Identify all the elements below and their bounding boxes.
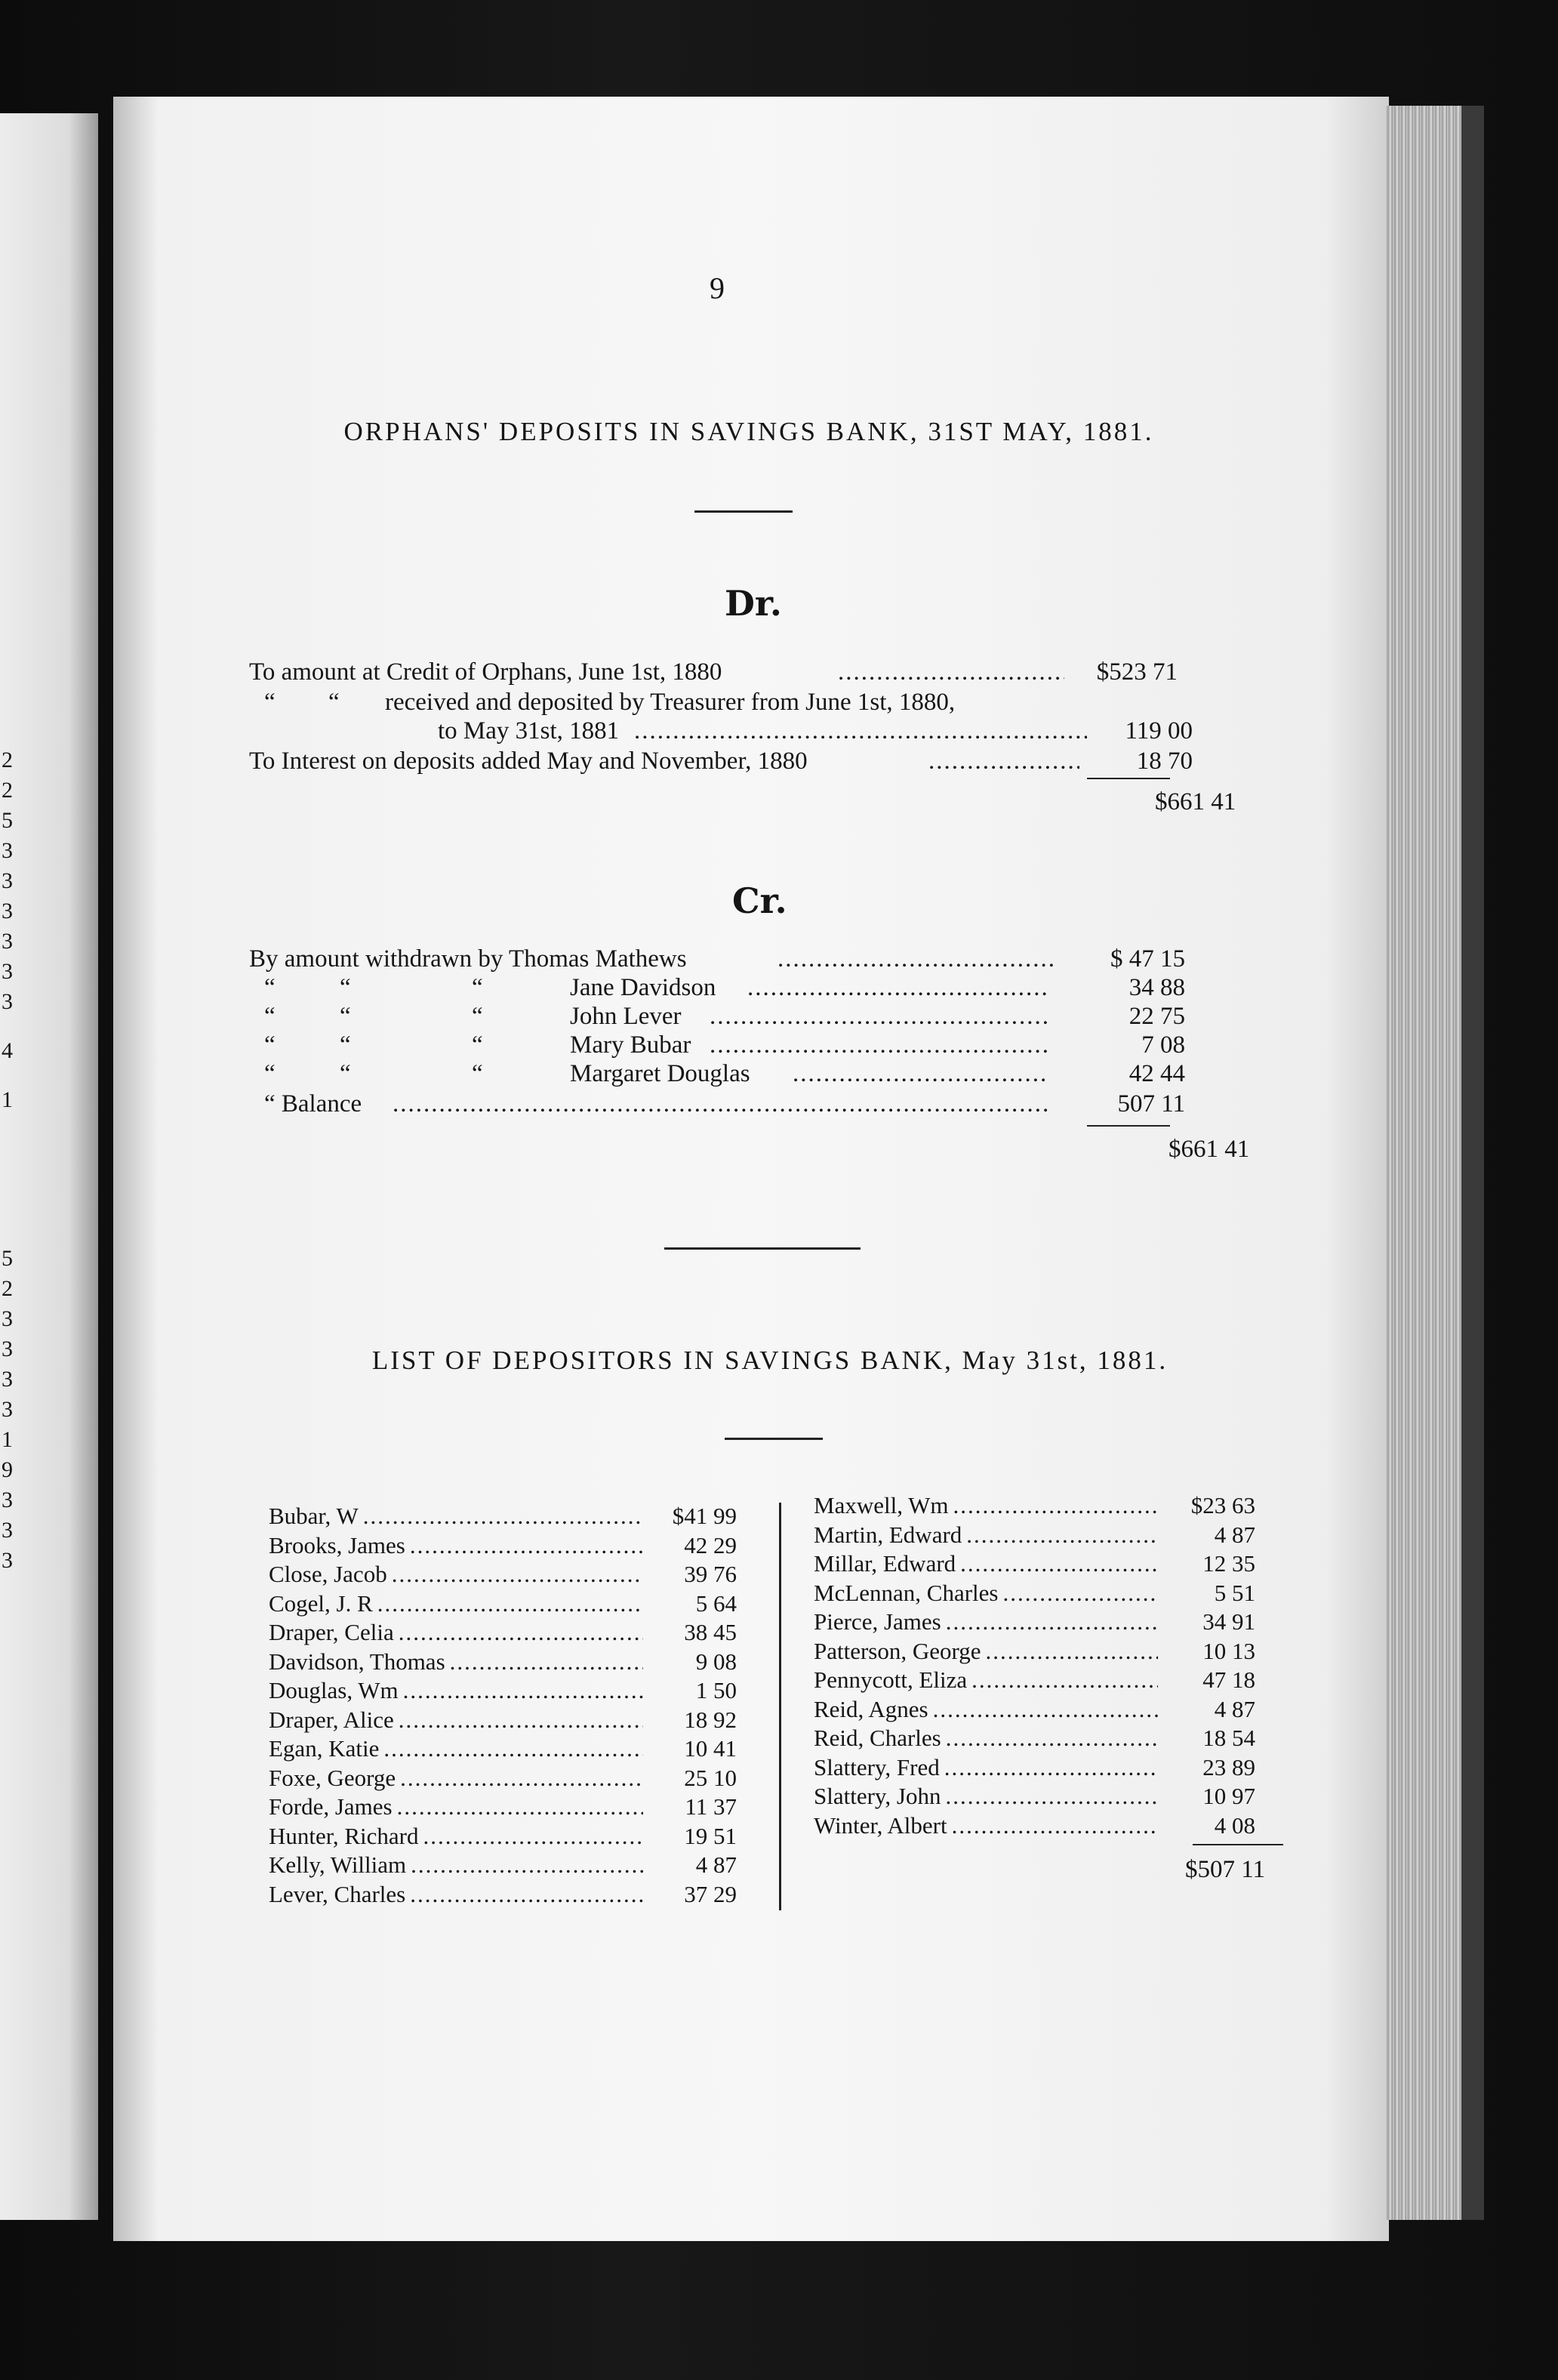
ditto-mark: “ [340, 974, 351, 1001]
depositor-amount: 4 08 [1214, 1811, 1255, 1839]
leader-dots [450, 1648, 643, 1676]
cr-heading: Cr. [732, 880, 787, 921]
depositor-amount: $23 63 [1190, 1492, 1255, 1518]
leader-dots [953, 1492, 1158, 1519]
depositor-name: Egan, Katie [269, 1735, 380, 1762]
leader-dots [986, 1638, 1158, 1665]
leader-dots [710, 1031, 1049, 1059]
entry-amount: 42 44 [1128, 1060, 1185, 1087]
leader-dots [392, 1561, 643, 1588]
depositor-amount: 34 91 [1202, 1608, 1255, 1635]
depositor-name: Cogel, J. R [269, 1589, 373, 1617]
depositor-amount: 10 13 [1202, 1637, 1255, 1664]
leader-dots [933, 1696, 1158, 1723]
cover-edge [1461, 106, 1484, 2220]
leader-dots [747, 974, 1049, 1001]
facing-page-fragment: 3 [2, 1518, 13, 1543]
leader-dots [410, 1532, 643, 1559]
section-divider [725, 1438, 823, 1440]
depositor-amount: 39 76 [684, 1561, 737, 1587]
depositor-name: Hunter, Richard [269, 1822, 419, 1849]
depositor-name: Douglas, Wm [269, 1677, 399, 1703]
depositor-amount: 4 87 [695, 1851, 737, 1878]
facing-page-fragment: 3 [2, 959, 13, 984]
leader-dots [971, 1666, 1158, 1694]
depositor-name: McLennan, Charles [814, 1579, 999, 1606]
leader-dots [1002, 1580, 1158, 1607]
leader-dots [966, 1521, 1158, 1549]
depositor-amount: 38 45 [684, 1619, 737, 1645]
leader-dots [952, 1812, 1158, 1839]
facing-page-fragment: 1 [2, 1087, 13, 1112]
depositor-name: Slattery, John [814, 1783, 941, 1809]
entry-label: to May 31st, 1881 [438, 717, 620, 745]
leader-dots [399, 1706, 643, 1734]
facing-page-fragment: 3 [2, 1397, 13, 1422]
leader-dots [945, 1783, 1158, 1810]
leader-dots [928, 748, 1079, 775]
entry-amount: 507 11 [1117, 1090, 1185, 1118]
leader-dots [793, 1060, 1049, 1087]
ditto-mark: “ [472, 1060, 483, 1087]
leader-dots [393, 1090, 1049, 1118]
entry-label: received and deposited by Treasurer from June 1st, 1880, [385, 689, 956, 716]
depositor-name: Pennycott, Eliza [814, 1666, 968, 1693]
column-divider [779, 1503, 781, 1910]
facing-page-fragment: 3 [2, 929, 13, 954]
entry-amount: $ 47 15 [1110, 945, 1185, 973]
depositor-name: Winter, Albert [814, 1811, 947, 1839]
sum-rule [1087, 1125, 1170, 1127]
leader-dots [946, 1608, 1158, 1635]
entry-label: Margaret Douglas [570, 1060, 750, 1087]
facing-page-fragment: 3 [2, 899, 13, 923]
leader-dots [960, 1550, 1158, 1577]
depositor-name: Bubar, W [269, 1503, 359, 1529]
leader-dots [838, 658, 1064, 686]
depositor-amount: 25 10 [684, 1764, 737, 1791]
facing-page-fragment: 9 [2, 1457, 13, 1482]
facing-page-fragment: 5 [2, 808, 13, 833]
facing-page-fragment: 3 [2, 1306, 13, 1331]
depositor-name: Draper, Alice [269, 1706, 394, 1733]
depositor-amount: 11 37 [685, 1793, 737, 1820]
leader-dots [363, 1503, 643, 1530]
depositor-amount: 42 29 [684, 1531, 737, 1558]
ditto-mark: “ [472, 974, 483, 1001]
ditto-mark: “ [264, 1031, 276, 1059]
ditto-mark: “ [472, 1031, 483, 1059]
entry-amount: 7 08 [1141, 1031, 1185, 1059]
page-number: 9 [710, 271, 725, 305]
facing-page-fragment: 5 [2, 1246, 13, 1271]
entry-amount: 18 70 [1136, 748, 1193, 775]
depositor-name: Foxe, George [269, 1764, 396, 1791]
entry-label: To Interest on deposits added May and November, 1880 [249, 748, 808, 775]
facing-page-fragment: 3 [2, 868, 13, 893]
ditto-mark: “ [264, 974, 276, 1001]
orphans-section-title: ORPHANS' DEPOSITS IN SAVINGS BANK, 31ST MAY, 1881. [343, 417, 1154, 446]
entry-amount: 22 75 [1128, 1003, 1185, 1030]
facing-page-fragment: 3 [2, 1548, 13, 1573]
facing-page-fragment: 4 [2, 1038, 13, 1063]
depositor-name: Brooks, James [269, 1531, 405, 1558]
leader-dots [399, 1619, 643, 1646]
depositor-name: Patterson, George [814, 1637, 981, 1664]
depositor-name: Close, Jacob [269, 1561, 387, 1587]
depositor-amount: 18 92 [684, 1706, 737, 1733]
ditto-mark: “ [264, 1060, 276, 1087]
depositor-amount: 5 64 [695, 1589, 737, 1617]
entry-amount: 34 88 [1128, 974, 1185, 1001]
facing-page-fragment: 2 [2, 1276, 13, 1301]
dr-total: $661 41 [1155, 788, 1236, 815]
depositor-name: Lever, Charles [269, 1880, 406, 1907]
ditto-mark: “ [264, 1003, 276, 1030]
facing-page-fragment: 1 [2, 1427, 13, 1452]
leader-dots [410, 1881, 643, 1908]
ditto-mark: “ [264, 689, 276, 716]
depositor-amount: 4 87 [1214, 1521, 1255, 1548]
depositor-name: Davidson, Thomas [269, 1648, 445, 1675]
entry-label: John Lever [570, 1003, 682, 1030]
ditto-mark: “ [340, 1031, 351, 1059]
entry-label: To amount at Credit of Orphans, June 1st, 1880 [249, 658, 722, 686]
leader-dots [777, 945, 1057, 973]
leader-dots [400, 1765, 643, 1792]
leader-dots [944, 1754, 1158, 1781]
cr-total: $661 41 [1168, 1136, 1250, 1163]
depositor-name: Maxwell, Wm [814, 1492, 949, 1518]
leader-dots [377, 1590, 643, 1617]
depositor-amount: 18 54 [1202, 1725, 1255, 1751]
ditto-mark: “ [328, 689, 340, 716]
depositors-total: $507 11 [1185, 1856, 1266, 1883]
leader-dots [383, 1735, 643, 1762]
depositor-amount: 12 35 [1202, 1550, 1255, 1577]
entry-amount: 119 00 [1125, 717, 1193, 745]
depositor-amount: 1 50 [695, 1677, 737, 1703]
leader-dots [634, 717, 1087, 745]
depositor-name: Reid, Agnes [814, 1695, 928, 1722]
section-divider [664, 1247, 861, 1250]
depositor-amount: 5 51 [1214, 1579, 1255, 1606]
section-divider [694, 510, 793, 513]
depositor-name: Draper, Celia [269, 1619, 394, 1645]
page-edge-stack [1386, 106, 1461, 2220]
leader-dots [397, 1793, 643, 1820]
facing-page-fragment: 3 [2, 989, 13, 1014]
depositor-amount: 4 87 [1214, 1695, 1255, 1722]
depositor-name: Millar, Edward [814, 1550, 956, 1577]
depositor-name: Slattery, Fred [814, 1753, 940, 1780]
depositor-amount: 47 18 [1202, 1666, 1255, 1693]
depositor-name: Forde, James [269, 1793, 393, 1820]
ditto-mark: “ [340, 1060, 351, 1087]
sum-rule [1193, 1844, 1283, 1845]
facing-page-fragment: 3 [2, 1336, 13, 1361]
facing-page-fragment: 3 [2, 1367, 13, 1392]
depositor-name: Kelly, William [269, 1851, 407, 1878]
depositor-amount: 23 89 [1202, 1753, 1255, 1780]
entry-label: Mary Bubar [570, 1031, 691, 1059]
facing-page-edge [0, 113, 98, 2220]
entry-amount: $523 71 [1096, 658, 1178, 686]
depositor-name: Pierce, James [814, 1608, 941, 1635]
ditto-mark: “ [472, 1003, 483, 1030]
leader-dots [403, 1677, 643, 1704]
entry-label: By amount withdrawn by Thomas Mathews [249, 945, 687, 973]
entry-label: Jane Davidson [570, 974, 716, 1001]
depositor-amount: 19 51 [684, 1822, 737, 1849]
facing-page-fragment: 3 [2, 1488, 13, 1512]
facing-page-fragment: 2 [2, 778, 13, 803]
depositor-amount: 9 08 [695, 1648, 737, 1675]
leader-dots [411, 1851, 643, 1879]
depositor-amount: $41 99 [672, 1503, 737, 1529]
leader-dots [710, 1003, 1049, 1030]
depositors-section-title: LIST OF DEPOSITORS IN SAVINGS BANK, May 31st, 1881. [371, 1346, 1168, 1375]
sum-rule [1087, 778, 1170, 779]
depositor-name: Martin, Edward [814, 1521, 962, 1548]
depositor-amount: 10 97 [1202, 1783, 1255, 1809]
dr-heading: Dr. [725, 583, 782, 624]
leader-dots [946, 1725, 1158, 1752]
leader-dots [423, 1823, 643, 1850]
facing-page-fragment: 2 [2, 748, 13, 772]
depositor-name: Reid, Charles [814, 1725, 941, 1751]
facing-page-fragment: 3 [2, 838, 13, 863]
depositor-amount: 37 29 [684, 1880, 737, 1907]
depositor-amount: 10 41 [684, 1735, 737, 1762]
entry-label: “ Balance [264, 1090, 362, 1118]
ditto-mark: “ [340, 1003, 351, 1030]
